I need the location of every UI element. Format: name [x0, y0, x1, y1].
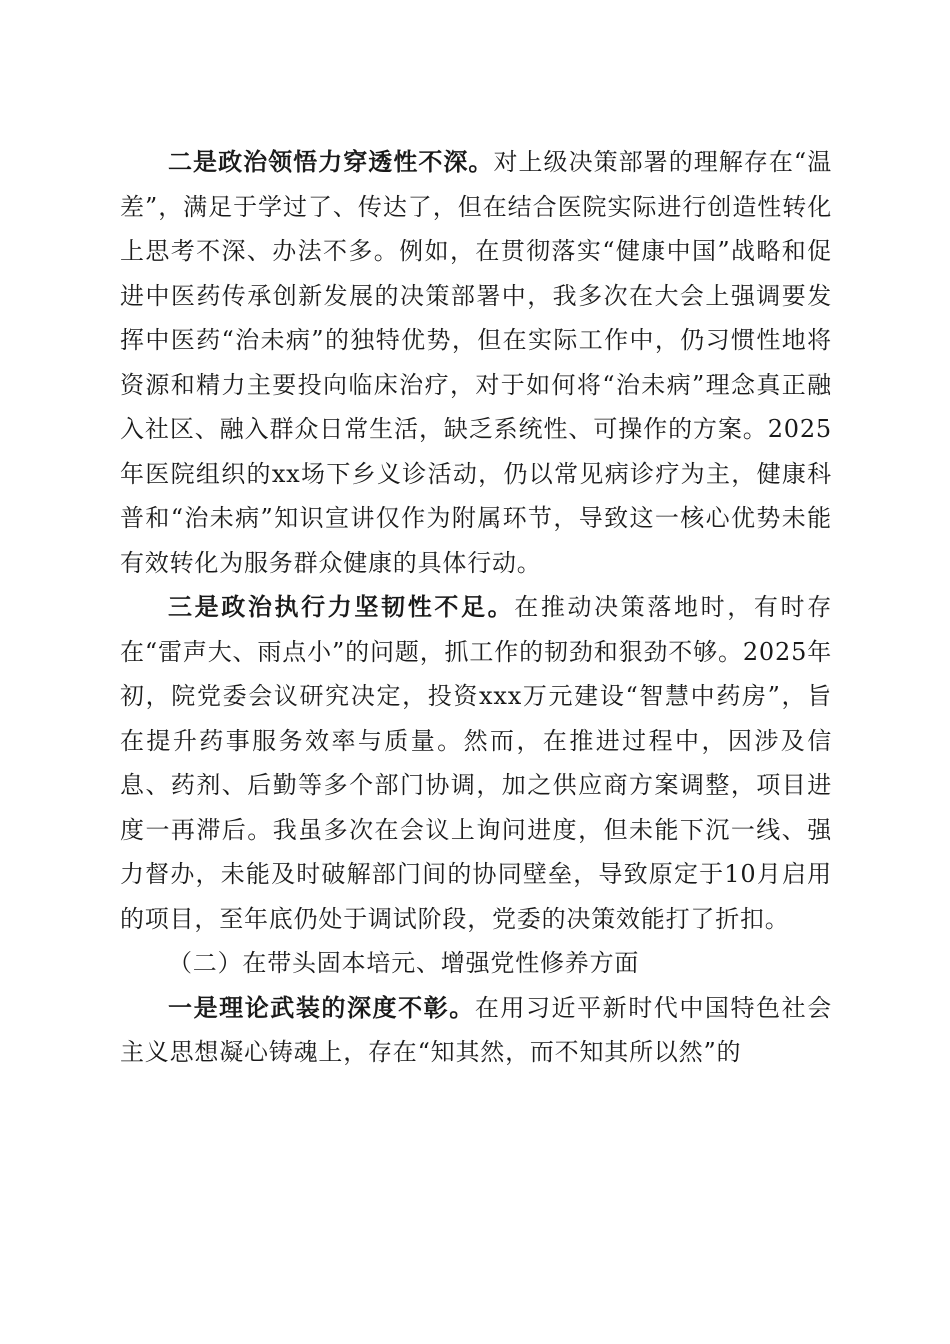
paragraph-text: 对上级决策部署的理解存在“温差”，满足于学过了、传达了，但在结合医院实际进行创造性转化上思考不深、办法不多。例如，在贯彻落实“健康中国”战略和促进中医药传承创新发展的决策部署中，我多次在大会上强调要发挥中医药“治未病”的独特优势，但在实际工作中，仍习惯性地将资源和精力主要投向临床治疗，对于如何将“治未病”理念真正融入社区、融入群众日常生活，缺乏系统性、可操作的方案。2025年医院组织的xx场下乡义诊活动，仍以常见病诊疗为主，健康科普和“治未病”知识宣讲仅作为附属环节，导致这一核心优势未能有效转化为服务群众健康的具体行动。	[120, 148, 832, 577]
paragraph-political-execution	[120, 585, 832, 941]
section-heading: （二）在带头固本培元、增强党性修养方面	[168, 949, 640, 977]
paragraph-theory-armament	[120, 986, 832, 1075]
document-body	[120, 140, 832, 1075]
paragraph-lead: 二是政治领悟力穿透性不深。	[168, 147, 494, 176]
paragraph-text: 在用习近平新时代中国特色社会主义思想凝心铸魂上，存在“知其然，而不知其所以然”的	[120, 993, 832, 1066]
paragraph-political-understanding	[120, 140, 832, 585]
paragraph-lead: 一是理论武装的深度不彰。	[168, 992, 475, 1022]
paragraph-lead: 三是政治执行力坚韧性不足。	[168, 592, 515, 621]
paragraph-text: 在推动决策落地时，有时存在“雷声大、雨点小”的问题，抓工作的韧劲和狠劲不够。2025年初，院党委会议研究决定，投资xxx万元建设“智慧中药房”，旨在提升药事服务效率与质量。然而，在推进过程中，因涉及信息、药剂、后勤等多个部门协调，加之供应商方案调整，项目进度一再滞后。我虽多次在会议上询问进度，但未能下沉一线、强力督办，未能及时破解部门间的协同壁垒，导致原定于10月启用的项目，至年底仍处于调试阶段，党委的决策效能打了折扣。	[120, 593, 832, 933]
